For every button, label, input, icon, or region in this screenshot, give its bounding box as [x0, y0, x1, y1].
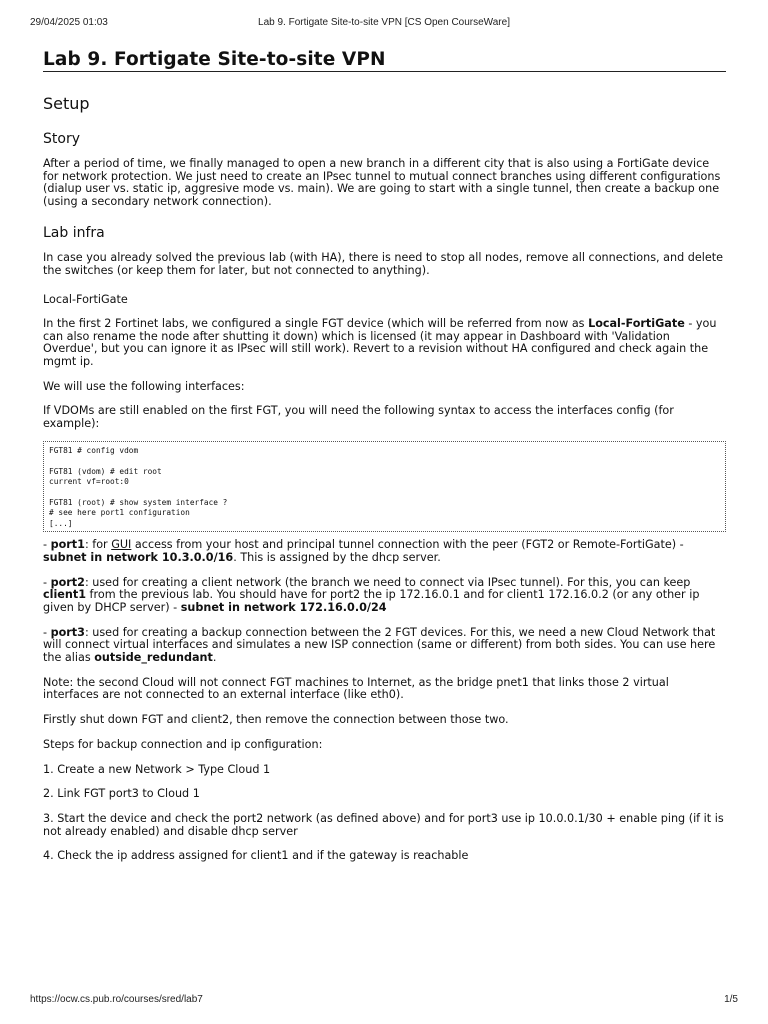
port2-subnet: subnet in network 172.16.0.0/24: [180, 600, 387, 614]
code-line: [...]: [49, 518, 73, 528]
port1-dash: -: [43, 538, 51, 552]
story-heading: Story: [43, 131, 80, 147]
local-fortigate-heading: Local-FortiGate: [43, 293, 128, 307]
vdom-intro: If VDOMs are still enabled on the first FGT, you will need the following syntax to access the interfaces config (for example):: [43, 404, 674, 431]
print-footer: [30, 994, 738, 1008]
local-text-a: In the first 2 Fortinet labs, we configured a single FGT device (which will be referred from now as: [43, 316, 589, 330]
step-3: 3. Start the device and check the port2 network (as defined above) and for port3 use ip 10.0.0.1/30 + enable ping (if it is not already enabled) and disable dhcp server: [43, 811, 724, 838]
code-line: FGT81 (vdom) # edit root: [49, 466, 162, 476]
page-number: 1/5: [724, 994, 738, 1005]
print-date: 29/04/2025 01:03: [30, 17, 108, 28]
steps-intro: Steps for backup connection and ip configuration:: [43, 737, 323, 751]
port2-paragraph: [43, 577, 726, 615]
document-title: Lab 9. Fortigate Site-to-site VPN: [43, 49, 726, 72]
port3-text-b: .: [212, 651, 217, 665]
code-line: FGT81 # config vdom: [49, 445, 139, 455]
port1-text-b: access from your host and principal tunnel connection with the peer (FGT2 or Remote-FortiGate) -: [131, 538, 684, 552]
port1-text-c: . This is assigned by the dhcp server.: [233, 550, 441, 564]
print-page-title: Lab 9. Fortigate Site-to-site VPN [CS Open CourseWare]: [258, 17, 510, 28]
setup-heading: Setup: [43, 94, 90, 113]
shutdown-paragraph: Firstly shut down FGT and client2, then remove the connection between those two.: [43, 713, 509, 727]
step-4: 4. Check the ip address assigned for client1 and if the gateway is reachable: [43, 849, 469, 863]
port3-paragraph: [43, 627, 726, 665]
document-content: [43, 49, 726, 863]
port3-name: port3: [50, 625, 85, 639]
gui-term: GUI: [111, 538, 132, 552]
outside-redundant-alias: outside_redundant: [94, 651, 213, 665]
port1-paragraph: [43, 539, 726, 564]
print-url: https://ocw.cs.pub.ro/courses/sred/lab7: [30, 994, 203, 1005]
interfaces-intro: We will use the following interfaces:: [43, 379, 245, 393]
client1-term: client1: [43, 588, 86, 602]
local-fortigate-paragraph: [43, 318, 726, 369]
step-1: 1. Create a new Network > Type Cloud 1: [43, 762, 271, 776]
port3-text-a: : used for creating a backup connection between the 2 FGT devices. For this, we need a new Cloud Network that will connect virtual interfaces and simulates a new ISP connection (same or different) from both sides. You can use here the alias: [43, 625, 716, 665]
port3-dash: -: [43, 625, 51, 639]
code-line: # see here port1 configuration: [49, 508, 190, 518]
code-block: [43, 441, 726, 532]
port2-dash: -: [43, 575, 51, 589]
local-fortigate-term: Local-FortiGate: [588, 316, 685, 330]
print-header: [30, 17, 738, 31]
note-paragraph: Note: the second Cloud will not connect FGT machines to Internet, as the bridge pnet1 that links those 2 virtual interfaces are not connected to an external interface (like eth0).: [43, 675, 669, 702]
local-text-c: - you can also rename the node after shutting it down) which is licensed (it may appear in Dashboard with 'Validation Overdue', but you can ignore it as IPsec will still work). Revert to a revision without HA configured and check again the mgmt ip.: [43, 316, 717, 369]
story-text: After a period of time, we finally managed to open a new branch in a different city that is also using a FortiGate device for network protection. We just need to create an IPsec tunnel to mutual connect branches using different configurations (dialup user vs. static ip, aggresive mode vs. main). We are going to start with a single tunnel, then create a backup one (using a secondary network connection).: [43, 157, 721, 209]
code-line: current vf=root:0: [49, 477, 129, 487]
code-line: FGT81 (root) # show system interface ?: [49, 497, 228, 507]
port2-text-b: from the previous lab. You should have for port2 the ip 172.16.0.1 and for client1 172.16.0.2 (or any other ip given by DHCP server) -: [43, 588, 700, 614]
step-2: 2. Link FGT port3 to Cloud 1: [43, 787, 200, 801]
port1-name: port1: [50, 538, 85, 552]
port2-name: port2: [50, 575, 85, 589]
port1-subnet: subnet in network 10.3.0.0/16: [43, 550, 234, 564]
port2-text-a: : used for creating a client network (the branch we need to connect via IPsec tunnel). For this, you can keep: [84, 575, 691, 589]
lab-infra-heading: Lab infra: [43, 224, 105, 241]
port1-text-a: : for: [84, 538, 112, 552]
lab-infra-text: In case you already solved the previous lab (with HA), there is need to stop all nodes, remove all connections, and delete the switches (or keep them for later, but not connected to anything).: [43, 250, 723, 277]
